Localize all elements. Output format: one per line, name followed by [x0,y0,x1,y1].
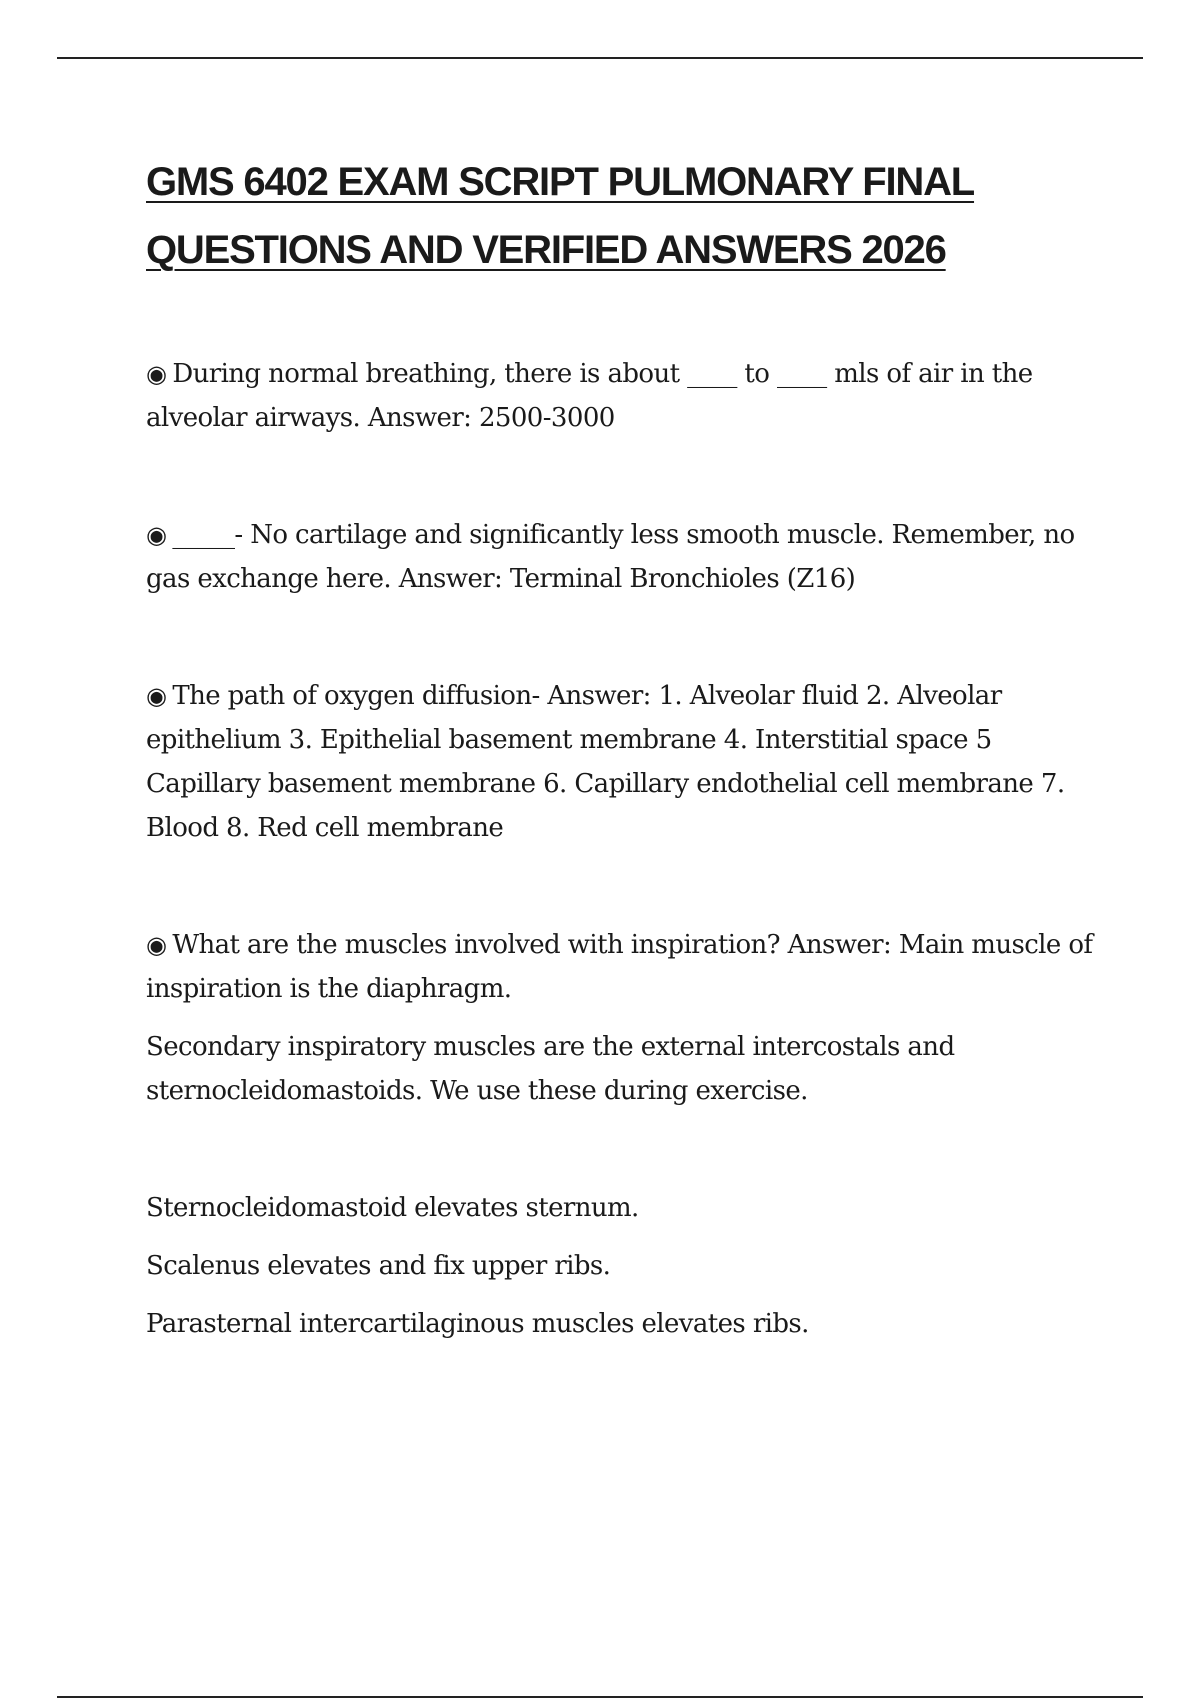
question-2 [146,513,1096,601]
header-rule [57,57,1143,59]
note-2: Scalenus elevates and fix upper ribs. [146,1251,611,1281]
question-3 [146,674,1096,850]
note-1: Sternocleidomastoid elevates sternum. [146,1193,639,1223]
question-4-text: What are the muscles involved with inspiration? Answer: Main muscle of inspiration is the diaphragm. [146,930,1093,1004]
question-1-text: During normal breathing, there is about ____ to ____ mls of air in the alveolar airways. Answer: 2500-3000 [146,359,1033,433]
question-4-continuation: Secondary inspiratory muscles are the external intercostals and sternocleidomastoids. We use these during exercise. [146,1032,955,1106]
document-title: GMS 6402 EXAM SCRIPT PULMONARY FINAL QUESTIONS AND VERIFIED ANSWERS 2026 [146,160,975,272]
footer-rule [57,1696,1143,1698]
radio-bullet-icon: ◉ [146,682,167,710]
radio-bullet-icon: ◉ [146,360,167,388]
document-body [146,148,1096,1346]
question-4 [146,923,1096,1011]
question-1 [146,352,1096,440]
question-3-text: The path of oxygen diffusion- Answer: 1. Alveolar fluid 2. Alveolar epithelium 3. Epithelial basement membrane 4. Interstitial space 5 Capillary basement membrane 6. Capillary endothelial cell membrane 7. Blood 8. Red cell membrane [146,681,1065,843]
radio-bullet-icon: ◉ [146,521,167,549]
note-3: Parasternal intercartilaginous muscles elevates ribs. [146,1309,809,1339]
radio-bullet-icon: ◉ [146,931,167,959]
question-2-text: _____- No cartilage and significantly less smooth muscle. Remember, no gas exchange here. Answer: Terminal Bronchioles (Z16) [146,520,1075,594]
